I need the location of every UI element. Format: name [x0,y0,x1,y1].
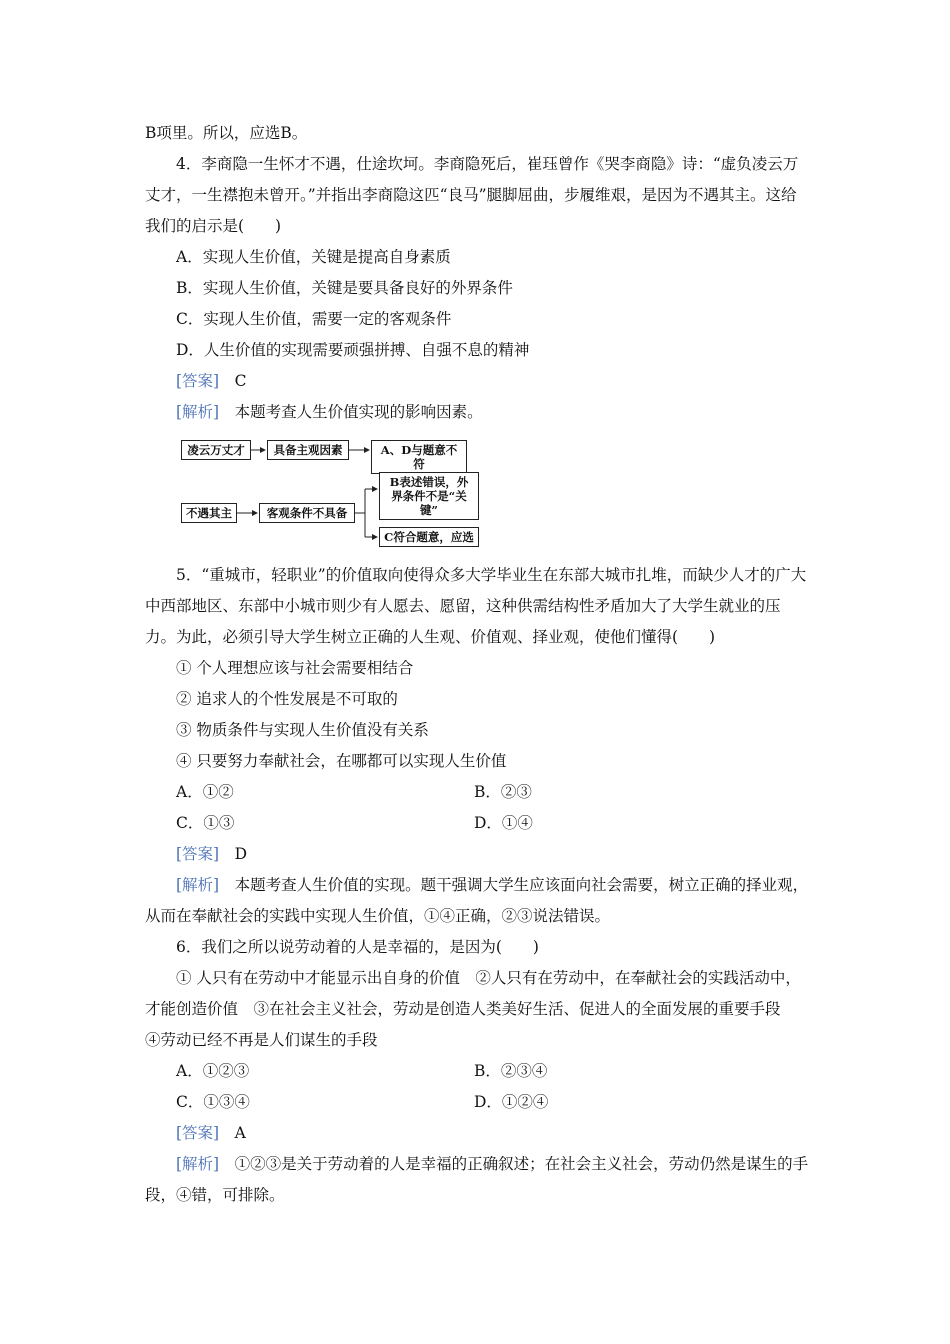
box-b-wrong: B表述错误，外界条件不是“关键” [379,472,479,520]
q6-stem: 6．我们之所以说劳动着的人是幸福的，是因为( ) [176,938,539,956]
q4-option-b: B．实现人生价值，关键是要具备良好的外界条件 [176,279,513,297]
q5-analysis-line [145,870,810,932]
q5-item-1: ① 个人理想应该与社会需要相结合 [176,659,414,677]
q4-diagram [179,436,489,552]
q6-option-c: C．①③④ [176,1093,250,1111]
q5-option-c: C．①③ [176,814,235,832]
q5-options-row-1 [145,777,810,808]
q6-body: ① 人只有在劳动中才能显示出自身的价值 ②人只有在劳动中，在奉献社会的实践活动中，才能创造价值 ③在社会主义社会，劳动是创造人类美好生活、促进人的全面发展的重要手段 ④劳动已经不再是人们谋生的手段 [145,969,801,1049]
q5-option-a: A．①② [176,783,234,801]
q5-options-row-2 [145,808,810,839]
q5-item-3: ③ 物质条件与实现人生价值没有关系 [176,721,429,739]
q6-option-b: B．②③④ [474,1062,548,1080]
analysis-tag: [解析] [176,1155,220,1173]
q4-option-a: A．实现人生价值，关键是提高自身素质 [176,248,451,266]
q5-option-b: B．②③ [474,783,532,801]
q6-analysis: ①②③是关于劳动着的人是幸福的正确叙述；在社会主义社会，劳动仍然是谋生的手段，④错，可排除。 [145,1155,809,1204]
q4-option-c: C．实现人生价值，需要一定的客观条件 [176,310,452,328]
answer-tag: [答案] [176,845,220,863]
q4-analysis-line [145,397,810,428]
box-no-master: 不遇其主 [181,503,237,523]
document-page [145,118,810,1211]
q5-item-2: ② 追求人的个性发展是不可取的 [176,690,398,708]
q6-options-row-1 [145,1056,810,1087]
q5-stem: 5．“重城市，轻职业”的价值取向使得众多大学毕业生在东部大城市扎堆，而缺少人才的广大中西部地区、东部中小城市则少有人愿去、愿留，这种供需结构性矛盾加大了大学生就业的压力。为此，必须引导大学生树立正确的人生观、价值观、择业观，使他们懂得( ) [145,566,807,646]
box-ad-mismatch: A、D与题意不符 [371,440,467,474]
q5-answer: D [234,845,248,863]
q6-options-row-2 [145,1087,810,1118]
analysis-tag: [解析] [176,876,220,894]
q4-answer-line [145,366,810,397]
box-subjective: 具备主观因素 [267,440,349,460]
q4-stem: 4．李商隐一生怀才不遇，仕途坎坷。李商隐死后，崔珏曾作《哭李商隐》诗：“虚负凌云万丈才，一生襟抱未曾开。”并指出李商隐这匹“良马”腿脚屈曲，步履维艰，是因为不遇其主。这给我们的启示是( ) [145,155,799,235]
box-c-correct: C符合题意，应选 [379,527,479,547]
q4-answer: C [234,372,247,390]
continuation-line: B项里。所以，应选B。 [145,124,308,142]
q4-option-d: D．人生价值的实现需要顽强拼搏、自强不息的精神 [176,341,530,359]
answer-tag: [答案] [176,1124,220,1142]
q6-analysis-line [145,1149,810,1211]
q4-analysis: 本题考查人生价值实现的影响因素。 [234,403,483,421]
q6-option-d: D．①②④ [474,1093,549,1111]
box-objective: 客观条件不具备 [259,503,355,523]
q6-answer: A [234,1124,246,1142]
q5-option-d: D．①④ [474,814,533,832]
q5-analysis: 本题考查人生价值的实现。题干强调大学生应该面向社会需要，树立正确的择业观，从而在奉献社会的实践中实现人生价值，①④正确，②③说法错误。 [145,876,809,925]
q5-answer-line [145,839,810,870]
answer-tag: [答案] [176,372,220,390]
analysis-tag: [解析] [176,403,220,421]
q5-item-4: ④ 只要努力奉献社会，在哪都可以实现人生价值 [176,752,507,770]
box-talent: 凌云万丈才 [181,440,251,460]
q6-option-a: A．①②③ [176,1062,250,1080]
q6-answer-line [145,1118,810,1149]
